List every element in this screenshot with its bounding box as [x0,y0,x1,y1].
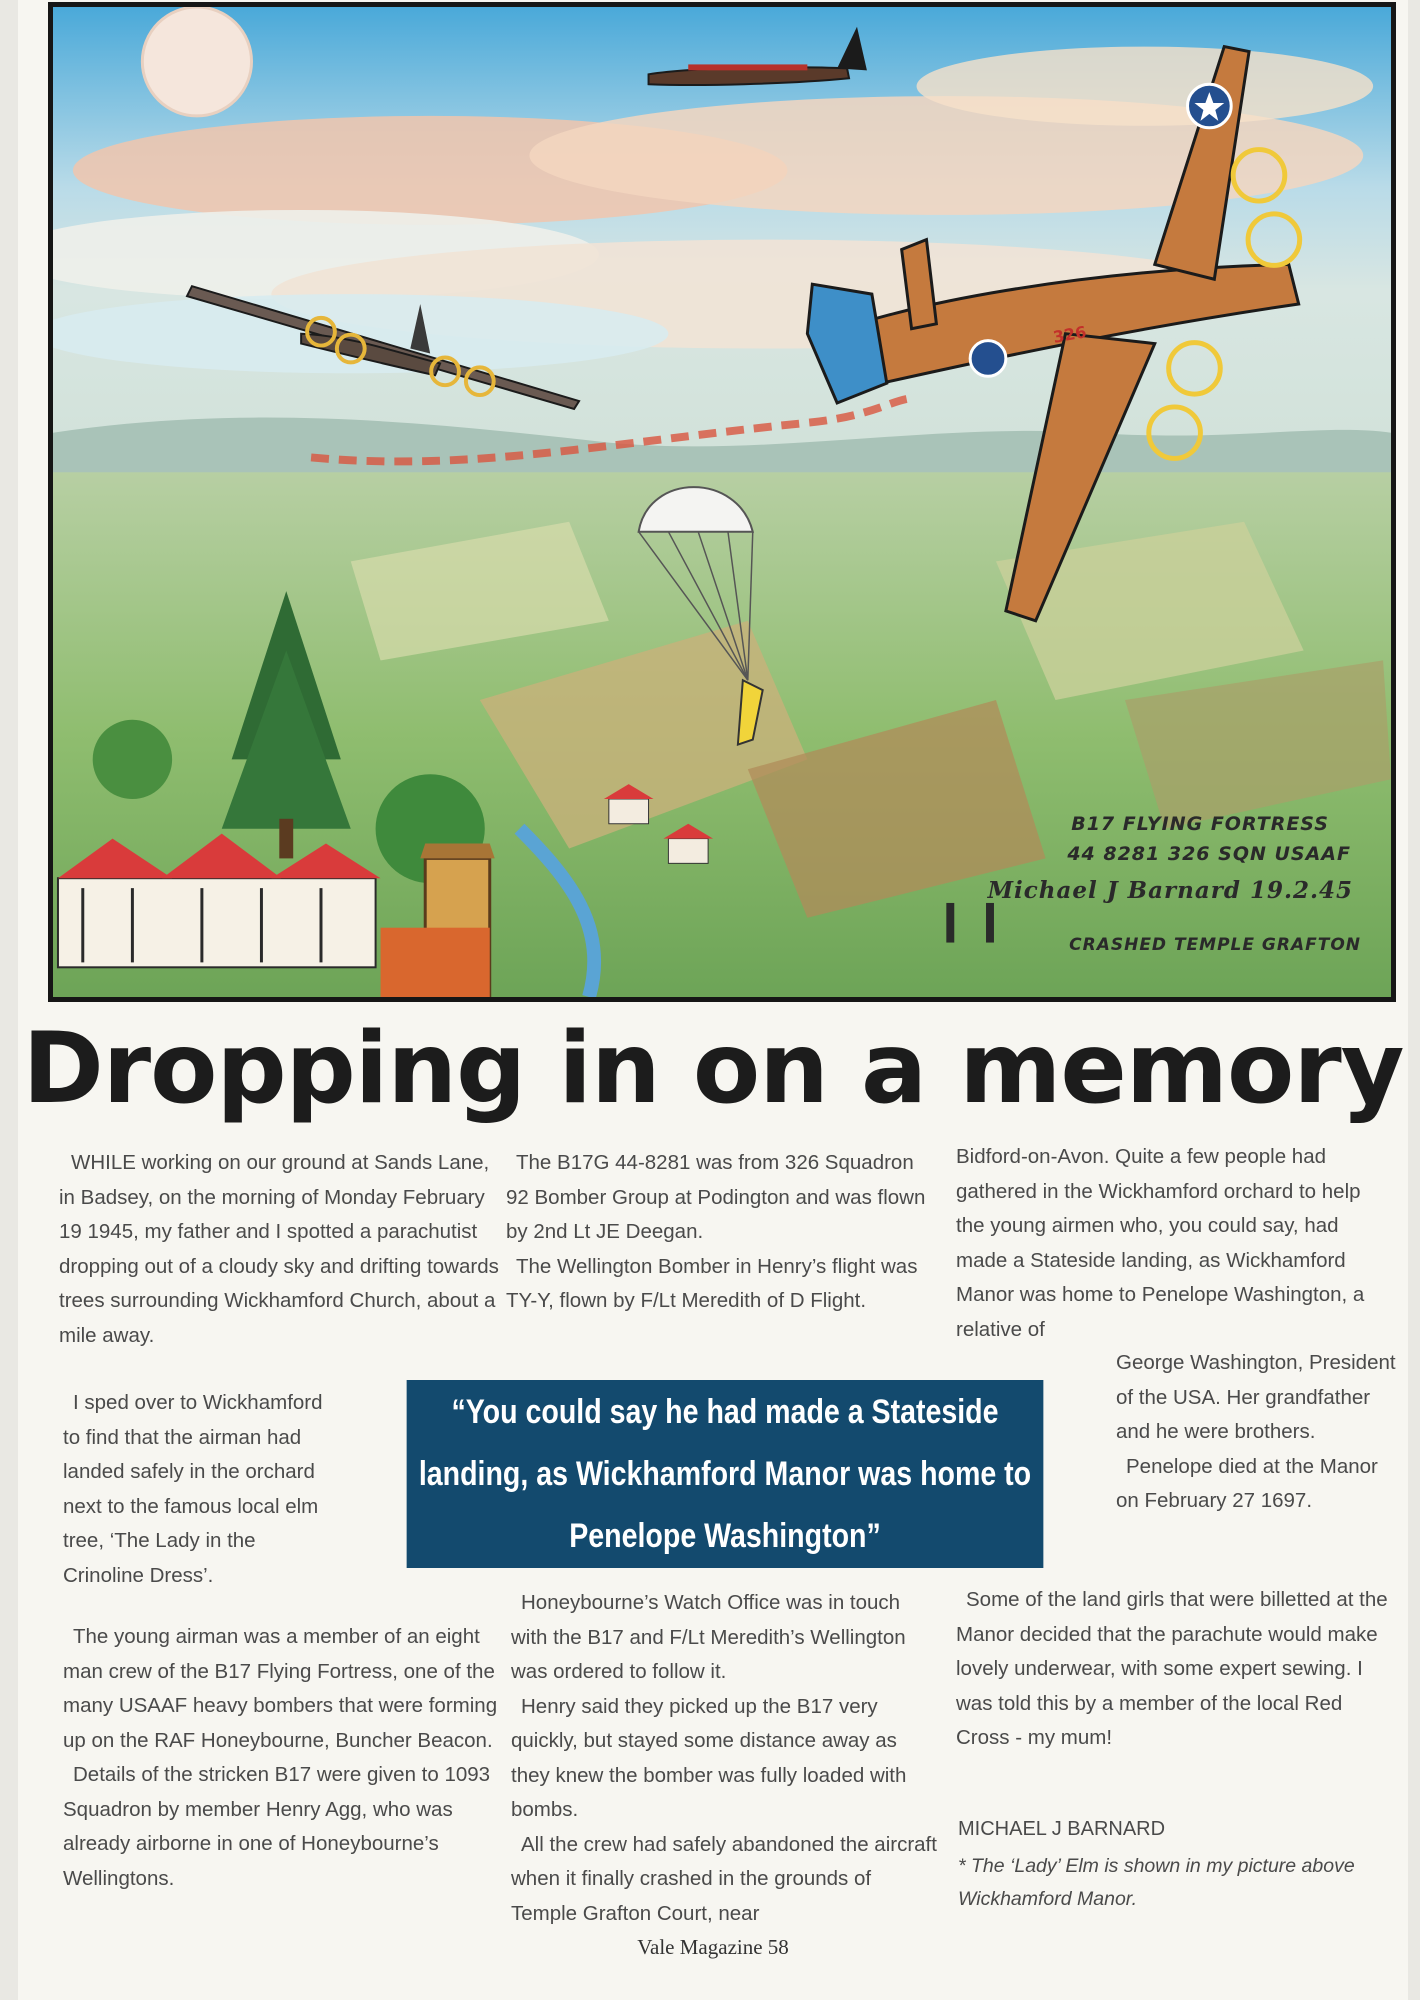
paragraph: Honeybourne’s Watch Office was in touch with the B17 and F/Lt Meredith’s Wellington was ordered to follow it. [511,1591,906,1683]
artist-signature: Michael J Barnard 19.2.45 [987,877,1353,904]
paragraph: The Wellington Bomber in Henry’s flight was TY-Y, flown by F/Lt Meredith of D Flight. [506,1254,918,1312]
picture-caption: * The ‘Lady’ Elm is shown in my picture above Wickhamford Manor. [958,1855,1355,1910]
magazine-page [18,0,1408,2000]
column-1-lower [63,1620,503,1896]
column-3-wrap [1116,1346,1396,1519]
paragraph: Bidford-on-Avon. Quite a few people had gathered in the Wickhamford orchard to help the young airmen who, you could say, had made a Stateside landing, as Wickhamford Manor was home to Penelope Washington, a relative of [956,1145,1365,1341]
inscription-aircraft: B17 FLYING FORTRESS [1071,813,1329,835]
inscription-serial: 44 8281 326 SQN USAAF [1067,843,1351,865]
tail-code-label: 326 [1051,322,1088,347]
paragraph: Some of the land girls that were billetted at the Manor decided that the parachute would make lovely underwear, with some expert sewing. I was told this by a member of the local Red Cross - my mum! [956,1588,1388,1749]
column-2-lower [511,1586,941,1931]
paragraph: All the crew had safely abandoned the aircraft when it finally crashed in the grounds of Temple Grafton Court, near [511,1832,937,1925]
headline: Dropping in on a memory [22,1012,1404,1126]
paragraph: The young airman was a member of an eight man crew of the B17 Flying Fortress, one of the many USAAF heavy bombers that were forming up on the RAF Honeybourne, Buncher Beacon. [63,1625,498,1752]
paragraph: Details of the stricken B17 were given to 1093 Squadron by member Henry Agg, who was already airborne in one of Honeybourne’s Wellingtons. [63,1763,491,1890]
paragraph: Penelope died at the Manor on February 27 1697. [1116,1454,1378,1512]
paragraph: The B17G 44-8281 was from 326 Squadron 92 Bomber Group at Podington and was flown by 2nd Lt JE Deegan. [506,1151,926,1243]
painting-illustration [48,2,1396,1002]
inscription-crash-site: CRASHED TEMPLE GRAFTON [1069,935,1361,955]
column-3-upper [956,1140,1384,1347]
paragraph: Henry said they picked up the B17 very quickly, but stayed some distance away as they knew the bomber was fully loaded with bombs. [511,1694,907,1821]
author-byline: MICHAEL J BARNARD [958,1818,1166,1840]
pull-quote-text: “You could say he had made a Stateside landing, as Wickhamford Manor was home to Penelope Washington” [418,1393,1032,1555]
column-1-intro [59,1146,499,1353]
paragraph: I sped over to Wickhamford to find that the airman had landed safely in the orchard next to the famous local elm tree, ‘The Lady in the Crinoline Dress’. [63,1391,323,1587]
pull-quote [407,1380,1044,1568]
paragraph: George Washington, President of the USA. Her grandfather and he were brothers. [1116,1351,1396,1443]
paragraph: WHILE working on our ground at Sands Lane, in Badsey, on the morning of Monday February 19 1945, my father and I spotted a parachutist dropping out of a cloudy sky and drifting towards trees surrounding Wickhamford Church, about a mile away. [59,1151,499,1347]
column-2-upper [506,1146,936,1319]
page-footer: Vale Magazine 58 [637,1935,789,1959]
sun [142,7,251,116]
column-1-wrap [63,1386,323,1593]
column-3-lower [956,1583,1396,1756]
